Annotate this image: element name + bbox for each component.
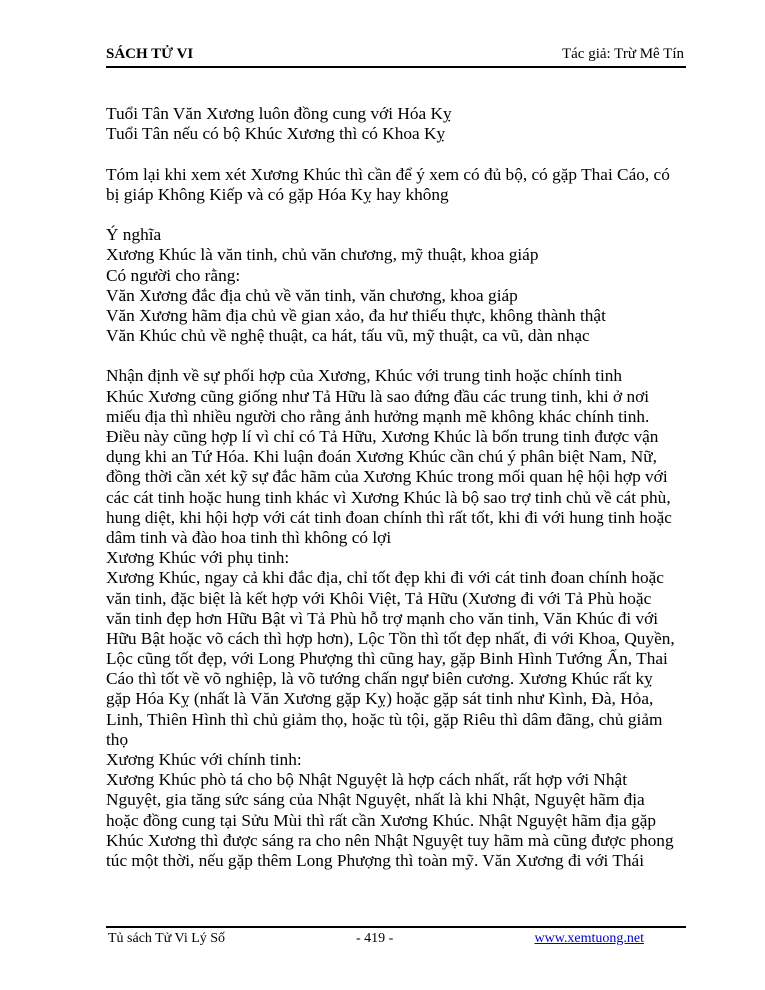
text-line: văn tinh đẹp hơn Hữu Bật vì Tả Phù hỗ trợ mạnh cho văn tinh, Văn Khúc đi với: [106, 608, 659, 628]
text-line: Tóm lại khi xem xét Xương Khúc thì cần để ý xem có đủ bộ, có gặp Thai Cáo, có: [106, 164, 670, 184]
text-line: Có người cho rằng:: [106, 265, 241, 285]
text-line: hoặc đồng cung tại Sửu Mùi thì rất cần Xương Khúc. Nhật Nguyệt hãm địa gặp: [106, 810, 657, 830]
text-line: Hữu Bật hoặc võ cách thì hợp hơn), Lộc Tồn thì tốt đẹp nhất, đi với Khoa, Quyền,: [106, 628, 675, 648]
text-line: Linh, Thiên Hình thì chủ giảm thọ, hoặc tù tội, gặp Riêu thì dâm đãng, chủ giảm: [106, 709, 663, 729]
text-line: Nguyệt, gia tăng sức sáng của Nhật Nguyệt, nhất là khi Nhật, Nguyệt hãm địa: [106, 790, 645, 810]
text-line: Văn Xương đắc địa chủ về văn tinh, văn chương, khoa giáp: [106, 285, 518, 305]
text-line: dụng khi an Tứ Hóa. Khi luận đoán Xương Khúc cần chú ý phân biệt Nam, Nữ,: [106, 447, 657, 467]
text-line: Xương Khúc phò tá cho bộ Nhật Nguyệt là hợp cách nhất, rất hợp với Nhật: [106, 770, 628, 790]
text-line: Điều này cũng hợp lí vì chỉ có Tả Hữu, Xương Khúc là bốn trung tinh được vận: [106, 427, 659, 446]
series-name: Tủ sách Tử Vi Lý Số: [108, 931, 226, 946]
text-line: Văn Khúc chủ về nghệ thuật, ca hát, tấu vũ, mỹ thuật, ca vũ, dàn nhạc: [106, 326, 590, 346]
text-line: bị giáp Không Kiếp và có gặp Hóa Kỵ hay không: [106, 184, 449, 204]
text-line: Cáo thì tốt về võ nghiệp, là võ tướng chấn ngự biên cương. Xương Khúc rất kỵ: [106, 669, 653, 689]
text-line: Lộc cũng tốt đẹp, với Long Phượng thì cũng hay, gặp Binh Hình Tướng Ấn, Thai: [106, 649, 668, 669]
text-line: Nhận định về sự phối hợp của Xương, Khúc với trung tinh hoặc chính tinh: [106, 366, 623, 386]
text-line: Tuổi Tân Văn Xương luôn đồng cung với Hóa Kỵ: [106, 104, 452, 123]
text-line: Tuổi Tân nếu có bộ Khúc Xương thì có Khoa Kỵ: [106, 124, 446, 144]
book-title: SÁCH TỬ VI: [106, 46, 194, 62]
text-line: dâm tinh và đào hoa tinh thì không có lợi: [106, 527, 392, 547]
text-line: văn tinh, đặc biệt là kết hợp với Khôi Việt, Tả Hữu (Xương đi với Tả Phù hoặc: [106, 588, 652, 608]
text-line: Xương Khúc với chính tinh:: [106, 750, 302, 769]
page-footer: [106, 926, 686, 950]
text-line: gặp Hóa Kỵ (nhất là Văn Xương gặp Kỵ) hoặc gặp sát tinh như Kình, Đà, Hỏa,: [106, 689, 654, 709]
text-line: Khúc Xương thì được sáng ra cho nên Nhật Nguyệt tuy hãm mà cũng được phong: [106, 830, 674, 850]
text-line: thọ: [106, 729, 129, 749]
page-number: - 419 -: [356, 931, 394, 946]
blank-line: [106, 205, 686, 225]
blank-line: [106, 144, 686, 164]
text-line: miếu địa thì nhiều người cho rằng ảnh hưởng mạnh mẽ không khác chính tinh.: [106, 406, 650, 426]
text-line: Xương Khúc với phụ tinh:: [106, 548, 290, 568]
text-line: Xương Khúc là văn tinh, chủ văn chương, mỹ thuật, khoa giáp: [106, 245, 539, 265]
text-line: túc một thời, nếu gặp thêm Long Phượng thì toàn mỹ. Văn Xương đi với Thái: [106, 850, 644, 870]
text-line: Ý nghĩa: [106, 225, 162, 245]
text-line: Khúc Xương cũng giống như Tả Hữu là sao đứng đầu các trung tinh, khi ở nơi: [106, 386, 650, 406]
author-credit: Tác giả: Trừ Mê Tín: [561, 46, 684, 62]
blank-line: [106, 346, 686, 366]
text-line: các cát tinh hoặc hung tinh khác vì Xương Khúc là bộ sao trợ tinh chủ về cát phù,: [106, 487, 671, 507]
text-line: Văn Xương hãm địa chủ về gian xảo, đa hư thiếu thực, không thành thật: [106, 305, 606, 325]
text-line: Xương Khúc, ngay cả khi đắc địa, chỉ tốt đẹp khi đi với cát tinh đoan chính hoặc: [106, 568, 664, 588]
text-line: hung diệt, khi hội hợp với cát tinh đoan chính thì rất tốt, khi đi với hung tinh hoặc: [106, 507, 672, 527]
website-link[interactable]: www.xemtuong.net: [534, 931, 644, 946]
text-line: đồng thời cần xét kỹ sự đắc hãm của Xương Khúc trong mối quan hệ hội hợp với: [106, 467, 668, 487]
page-header: [106, 42, 686, 68]
page-body: [106, 104, 686, 871]
